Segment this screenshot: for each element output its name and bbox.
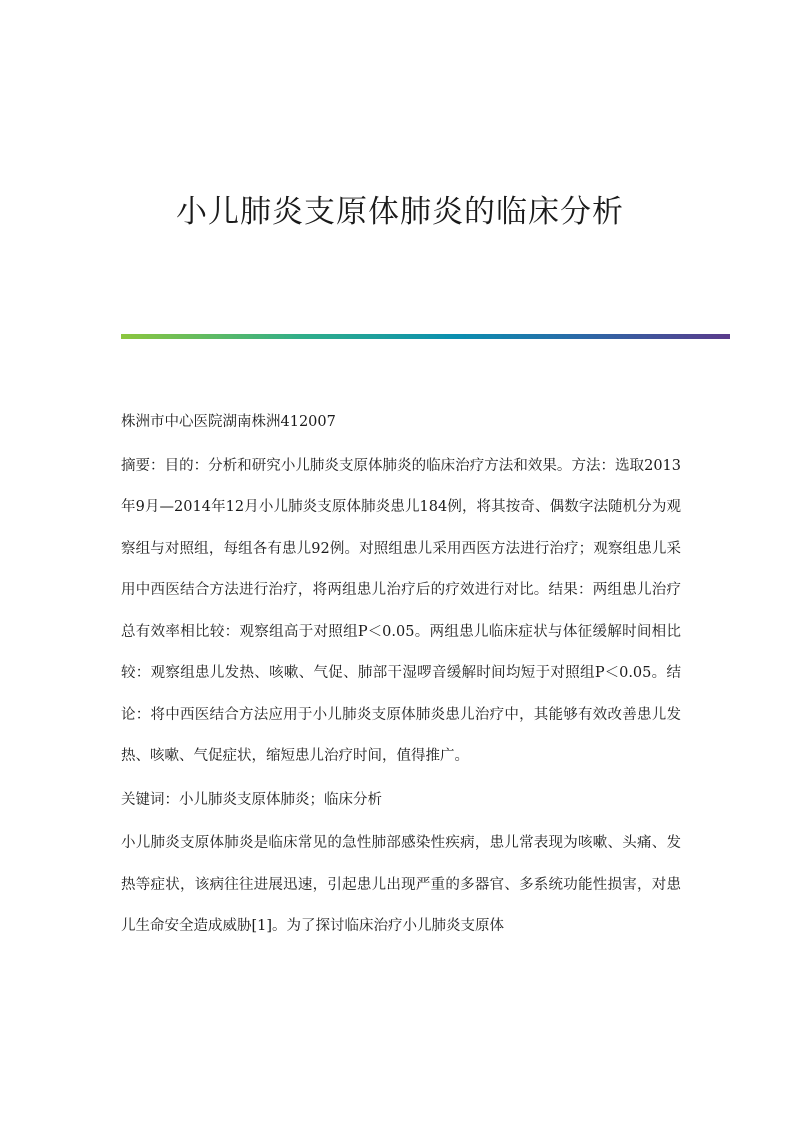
affiliation: 株洲市中心医院湖南株洲412007 (121, 414, 336, 430)
title-divider (121, 334, 730, 339)
document-body (121, 402, 681, 948)
document-title: 小儿肺炎支原体肺炎的临床分析 (176, 194, 624, 230)
keywords: 关键词：小儿肺炎支原体肺炎；临床分析 (121, 791, 382, 808)
abstract: 摘要：目的：分析和研究小儿肺炎支原体肺炎的临床治疗方法和效果。方法：选取2013年9月—2014年12月小儿肺炎支原体肺炎患儿184例，将其按奇、偶数字法随机分为观察组与对照组，每组各有患儿92例。对照组患儿采用西医方法进行治疗；观察组患儿采用中西医结合方法进行治疗，将两组患儿治疗后的疗效进行对比。结果：两组患儿治疗总有效率相比较：观察组高于对照组P＜0.05。两组患儿临床症状与体征缓解时间相比较：观察组患儿发热、咳嗽、气促、肺部干湿啰音缓解时间均短于对照组P＜0.05。结论：将中西医结合方法应用于小儿肺炎支原体肺炎患儿治疗中，其能够有效改善患儿发热、咳嗽、气促症状，缩短患儿治疗时间，值得推广。 (121, 457, 681, 764)
body-paragraph: 小儿肺炎支原体肺炎是临床常见的急性肺部感染性疾病，患儿常表现为咳嗽、头痛、发热等症状，该病往往进展迅速，引起患儿出现严重的多器官、多系统功能性损害，对患儿生命安全造成威胁[1]。为了探讨临床治疗小儿肺炎支原体 (121, 835, 681, 934)
